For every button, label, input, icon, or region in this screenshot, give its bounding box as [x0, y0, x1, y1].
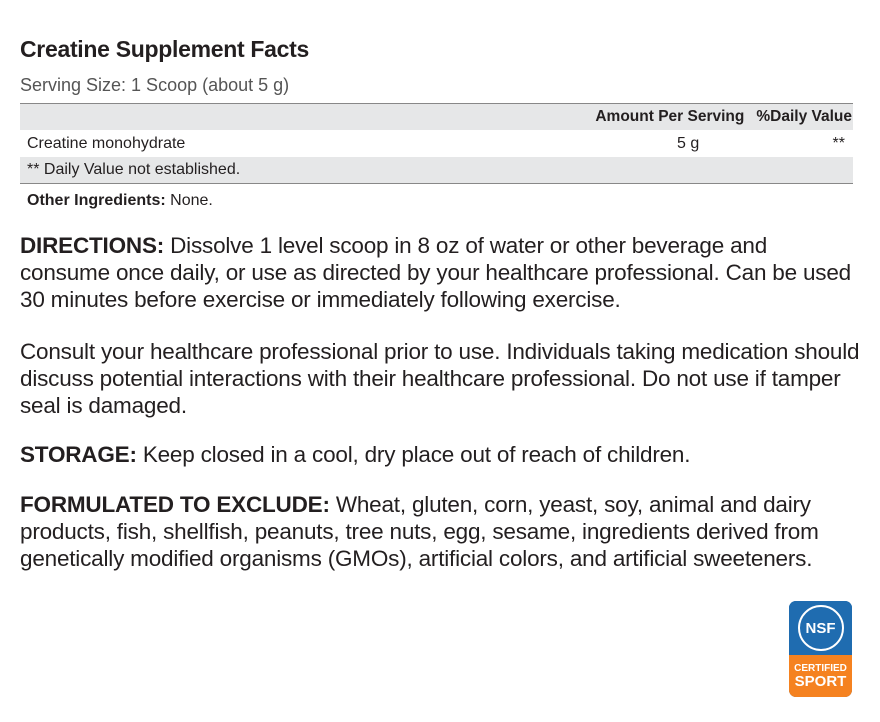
header-daily-value: %Daily Value: [756, 108, 852, 125]
ingredient-daily-value: **: [832, 134, 845, 152]
header-amount: Amount Per Serving: [595, 108, 745, 125]
facts-row: [20, 130, 853, 157]
storage-text: Keep closed in a cool, dry place out of reach of children.: [142, 442, 691, 467]
directions-paragraph: [20, 232, 860, 313]
caution-paragraph: [20, 338, 860, 419]
nsf-certified-sport-badge: [789, 601, 852, 697]
other-ingredients-label: Other Ingredients:: [27, 192, 166, 209]
exclude-text: Wheat, gluten, corn, yeast, soy, animal and dairy products, fish, shellfish, peanuts, tree nuts, egg, sesame, ingredients derived from genetically modified organisms (GMOs), artificial colors, and artificial sweeteners.: [20, 492, 819, 571]
caution-text: Consult your healthcare professional prior to use. Individuals taking medication should discuss potential interactions with their healthcare professional. Do not use if tamper seal is damaged.: [20, 339, 860, 418]
exclude-paragraph: [20, 491, 860, 572]
storage-paragraph: [20, 441, 860, 468]
storage-label: STORAGE:: [20, 442, 137, 467]
certified-sport-label: [789, 655, 852, 697]
other-ingredients-value: None.: [170, 192, 213, 209]
serving-size: Serving Size: 1 Scoop (about 5 g): [20, 75, 290, 95]
ingredient-amount: 5 g: [677, 134, 700, 152]
badge-line1: CERTIFIED: [794, 662, 847, 674]
other-ingredients: [20, 192, 853, 210]
exclude-label: FORMULATED TO EXCLUDE:: [20, 492, 330, 517]
nsf-logo-icon: NSF: [798, 605, 844, 651]
facts-title: Creatine Supplement Facts: [20, 36, 310, 62]
ingredient-name: Creatine monohydrate: [27, 134, 186, 152]
daily-value-footnote: ** Daily Value not established.: [20, 157, 853, 183]
directions-text: Dissolve 1 level scoop in 8 oz of water or other beverage and consume once daily, or use as directed by your healthcare professional. Can be used 30 minutes before exercise or immediately following exercise.: [20, 233, 851, 312]
supplement-facts-panel: [20, 34, 853, 210]
nsf-logo-area: [789, 601, 852, 655]
badge-line2: SPORT: [794, 672, 847, 690]
facts-header-row: [20, 104, 853, 130]
divider: [20, 183, 853, 184]
directions-label: DIRECTIONS:: [20, 233, 165, 258]
